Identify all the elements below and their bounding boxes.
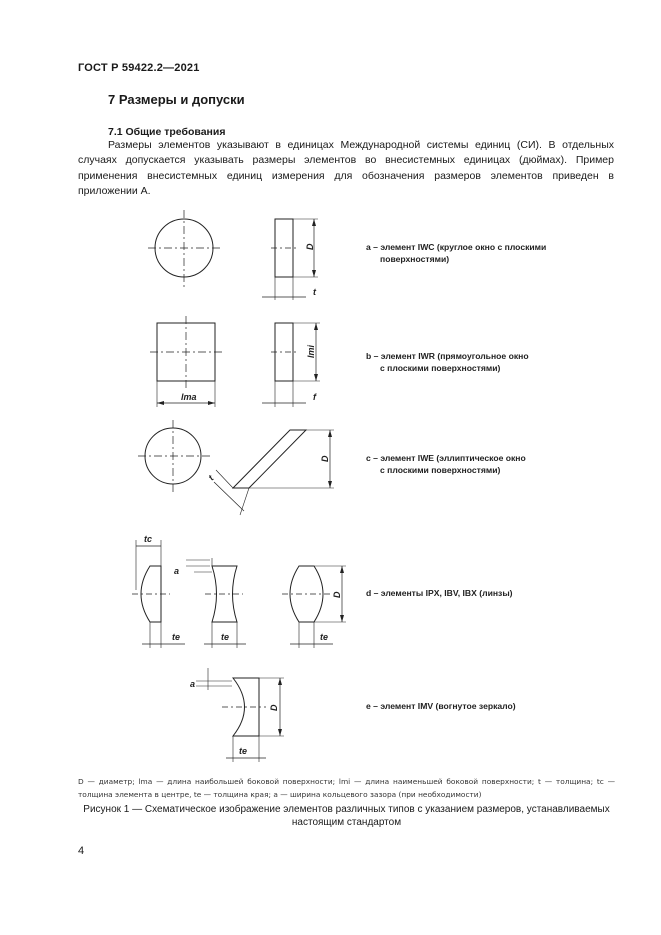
page-number: 4 (78, 845, 85, 857)
dim-tc-d: tc (144, 534, 153, 544)
dim-te-d1: te (172, 632, 181, 642)
caption-a (366, 241, 546, 265)
caption-c-line1: c – элемент IWE (эллиптическое окно (366, 453, 526, 463)
caption-d: d – элементы IPX, IBV, IBX (линзы) (366, 588, 513, 598)
figure-legend: D — диаметр; lma — длина наибольшей боковой поверхности; lmi — длина наименьшей боковой поверхности; t — толщина; tc — толщина элемента в центре, te — толщина края; a — ширина кольцевого зазора (при необходимости) (78, 777, 615, 799)
dim-f-b: f (313, 392, 316, 402)
dim-t-a: t (313, 287, 316, 297)
dim-a-e: a (190, 679, 196, 689)
dim-D-a: D (305, 243, 315, 250)
dim-D-c: D (320, 455, 330, 462)
caption-b (366, 350, 529, 374)
dim-a-d: a (174, 566, 180, 576)
dim-lma-b: lma (181, 392, 197, 402)
caption-e: e – элемент IMV (вогнутое зеркало) (366, 701, 516, 711)
caption-b-line2: с плоскими поверхностями) (380, 363, 501, 373)
subsection-title: 7.1 Общие требования (108, 126, 226, 138)
dim-te-e: te (239, 746, 248, 756)
caption-c-line2: с плоскими поверхностями) (380, 465, 501, 475)
dim-t-c: t (206, 473, 216, 483)
standard-number: ГОСТ Р 59422.2—2021 (78, 62, 200, 74)
dim-D-d: D (332, 591, 342, 598)
dim-te-d3: te (320, 632, 329, 642)
body-paragraph-text: Размеры элементов указывают в единицах Международной системы единиц (СИ). В отдельных случаях допускается указывать размеры элементов во внесистемных единицах (дюймах). Пример применения внесистемных единиц измерения для обозначения размеров элементов приведен в приложении А. (78, 139, 614, 197)
iwe-side-view (233, 430, 306, 488)
caption-a-line1: а – элемент IWC (круглое окно с плоскими (366, 242, 547, 252)
caption-c (366, 452, 526, 476)
caption-b-line1: b – элемент IWR (прямоугольное окно (366, 351, 529, 361)
dim-te-d2: te (221, 632, 230, 642)
figure-caption: Рисунок 1 — Схематическое изображение элементов различных типов с указанием размеров, устанавливаемых настоящим стандартом (83, 804, 610, 828)
section-title: 7 Размеры и допуски (108, 92, 245, 107)
dim-D-e: D (269, 704, 279, 711)
dim-lmi-b: lmi (306, 344, 316, 358)
caption-a-line2: поверхностями) (380, 254, 450, 264)
